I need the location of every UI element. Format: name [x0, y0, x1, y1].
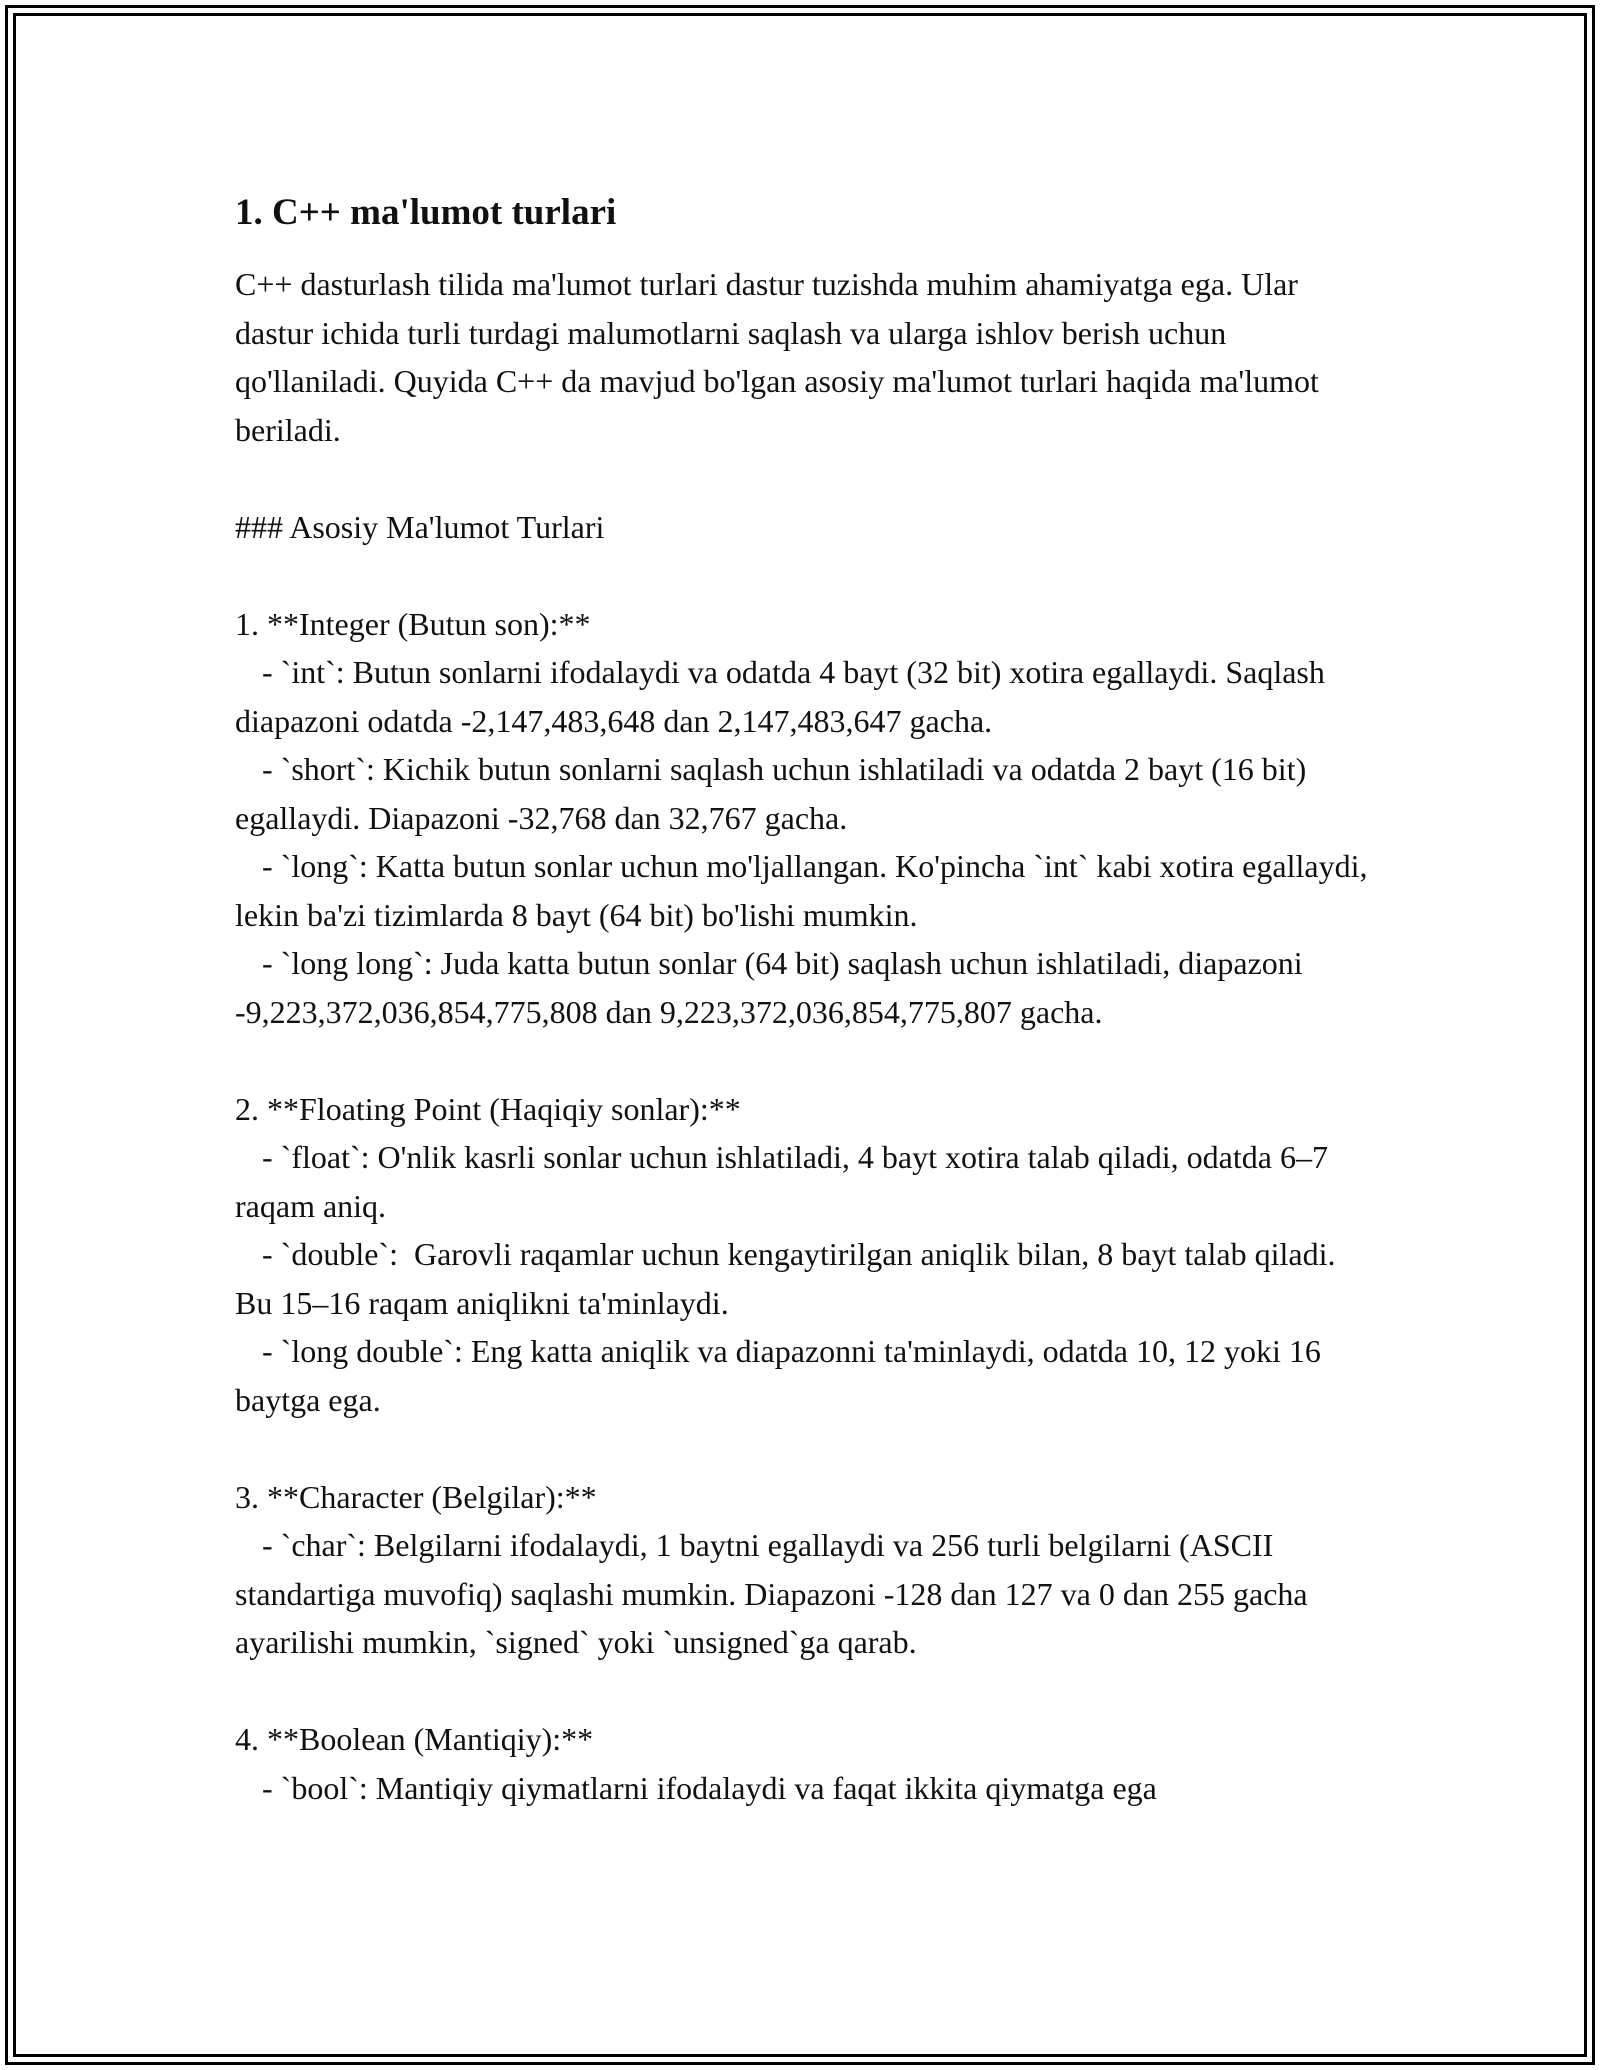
- list-item-text: - `int`: Butun sonlarni ifodalaydi va odatda 4 bayt (32 bit) xotira egallaydi. Saqlash diapazoni odatda -2,147,483,648 dan 2,147,483,647 gacha.: [235, 654, 1325, 739]
- list-item-text: - `long`: Katta butun sonlar uchun mo'ljallangan. Ko'pincha `int` kabi xotira egallaydi, lekin ba'zi tizimlarda 8 bayt (64 bit) bo'lishi mumkin.: [235, 848, 1368, 933]
- list-item: [235, 1230, 1375, 1327]
- list-item: [235, 1521, 1375, 1667]
- section-floating-point: [235, 1085, 1375, 1425]
- list-item: [235, 1764, 1375, 1813]
- list-item-text: - `short`: Kichik butun sonlarni saqlash uchun ishlatiladi va odatda 2 bayt (16 bit) egallaydi. Diapazoni -32,768 dan 32,767 gacha.: [235, 751, 1307, 836]
- list-item-text: - `long long`: Juda katta butun sonlar (64 bit) saqlash uchun ishlatiladi, diapazoni -9,223,372,036,854,775,808 dan 9,223,372,036,854,775,807 gacha.: [235, 945, 1303, 1030]
- section-heading: 1. **Integer (Butun son):**: [235, 605, 591, 642]
- section-heading: 4. **Boolean (Mantiqiy):**: [235, 1721, 594, 1757]
- intro-paragraph: C++ dasturlash tilida ma'lumot turlari dastur tuzishda muhim ahamiyatga ega. Ular dastur ichida turli turdagi malumotlarni saqlash va ularga ishlov berish uchun qo'llaniladi. Quyida C++ da mavjud bo'lgan asosiy ma'lumot turlari haqida ma'lumot beriladi.: [235, 266, 1319, 448]
- list-item: [235, 1133, 1375, 1230]
- document-title: 1. C++ ma'lumot turlari: [235, 192, 617, 233]
- section-heading: 3. **Character (Belgilar):**: [235, 1478, 597, 1515]
- section-boolean: [235, 1715, 1375, 1812]
- document-body: [235, 188, 1375, 1812]
- subheading: ### Asosiy Ma'lumot Turlari: [235, 508, 605, 545]
- list-item: [235, 1327, 1375, 1424]
- spacer: [235, 454, 1375, 503]
- list-item-text: - `char`: Belgilarni ifodalaydi, 1 baytni egallaydi va 256 turli belgilarni (ASCII standartiga muvofiq) saqlashi mumkin. Diapazoni -128 dan 127 va 0 dan 255 gacha ayarilishi mumkin, `signed` yoki `unsigned`ga qarab.: [235, 1527, 1308, 1660]
- list-item-text: - `long double`: Eng katta aniqlik va diapazonni ta'minlaydi, odatda 10, 12 yoki 16 baytga ega.: [235, 1333, 1321, 1418]
- list-item: [235, 939, 1375, 1036]
- section-heading: 2. **Floating Point (Haqiqiy sonlar):**: [235, 1090, 741, 1127]
- section-integer: [235, 600, 1375, 1037]
- list-item-text: - `bool`: Mantiqiy qiymatlarni ifodalaydi va faqat ikkita qiymatga ega: [262, 1769, 1157, 1806]
- list-item: [235, 745, 1375, 842]
- spacer: [235, 1424, 1375, 1473]
- list-item-text: - `double`: Garovli raqamlar uchun kengaytirilgan aniqlik bilan, 8 bayt talab qiladi. Bu 15–16 raqam aniqlikni ta'minlaydi.: [235, 1236, 1344, 1321]
- list-item: [235, 842, 1375, 939]
- list-item-text: - `float`: O'nlik kasrli sonlar uchun ishlatiladi, 4 bayt xotira talab qiladi, odatda 6–7 raqam aniq.: [235, 1139, 1328, 1224]
- list-item: [235, 648, 1375, 745]
- section-character: [235, 1473, 1375, 1667]
- spacer: [235, 1036, 1375, 1085]
- spacer: [235, 551, 1375, 600]
- spacer: [235, 1667, 1375, 1716]
